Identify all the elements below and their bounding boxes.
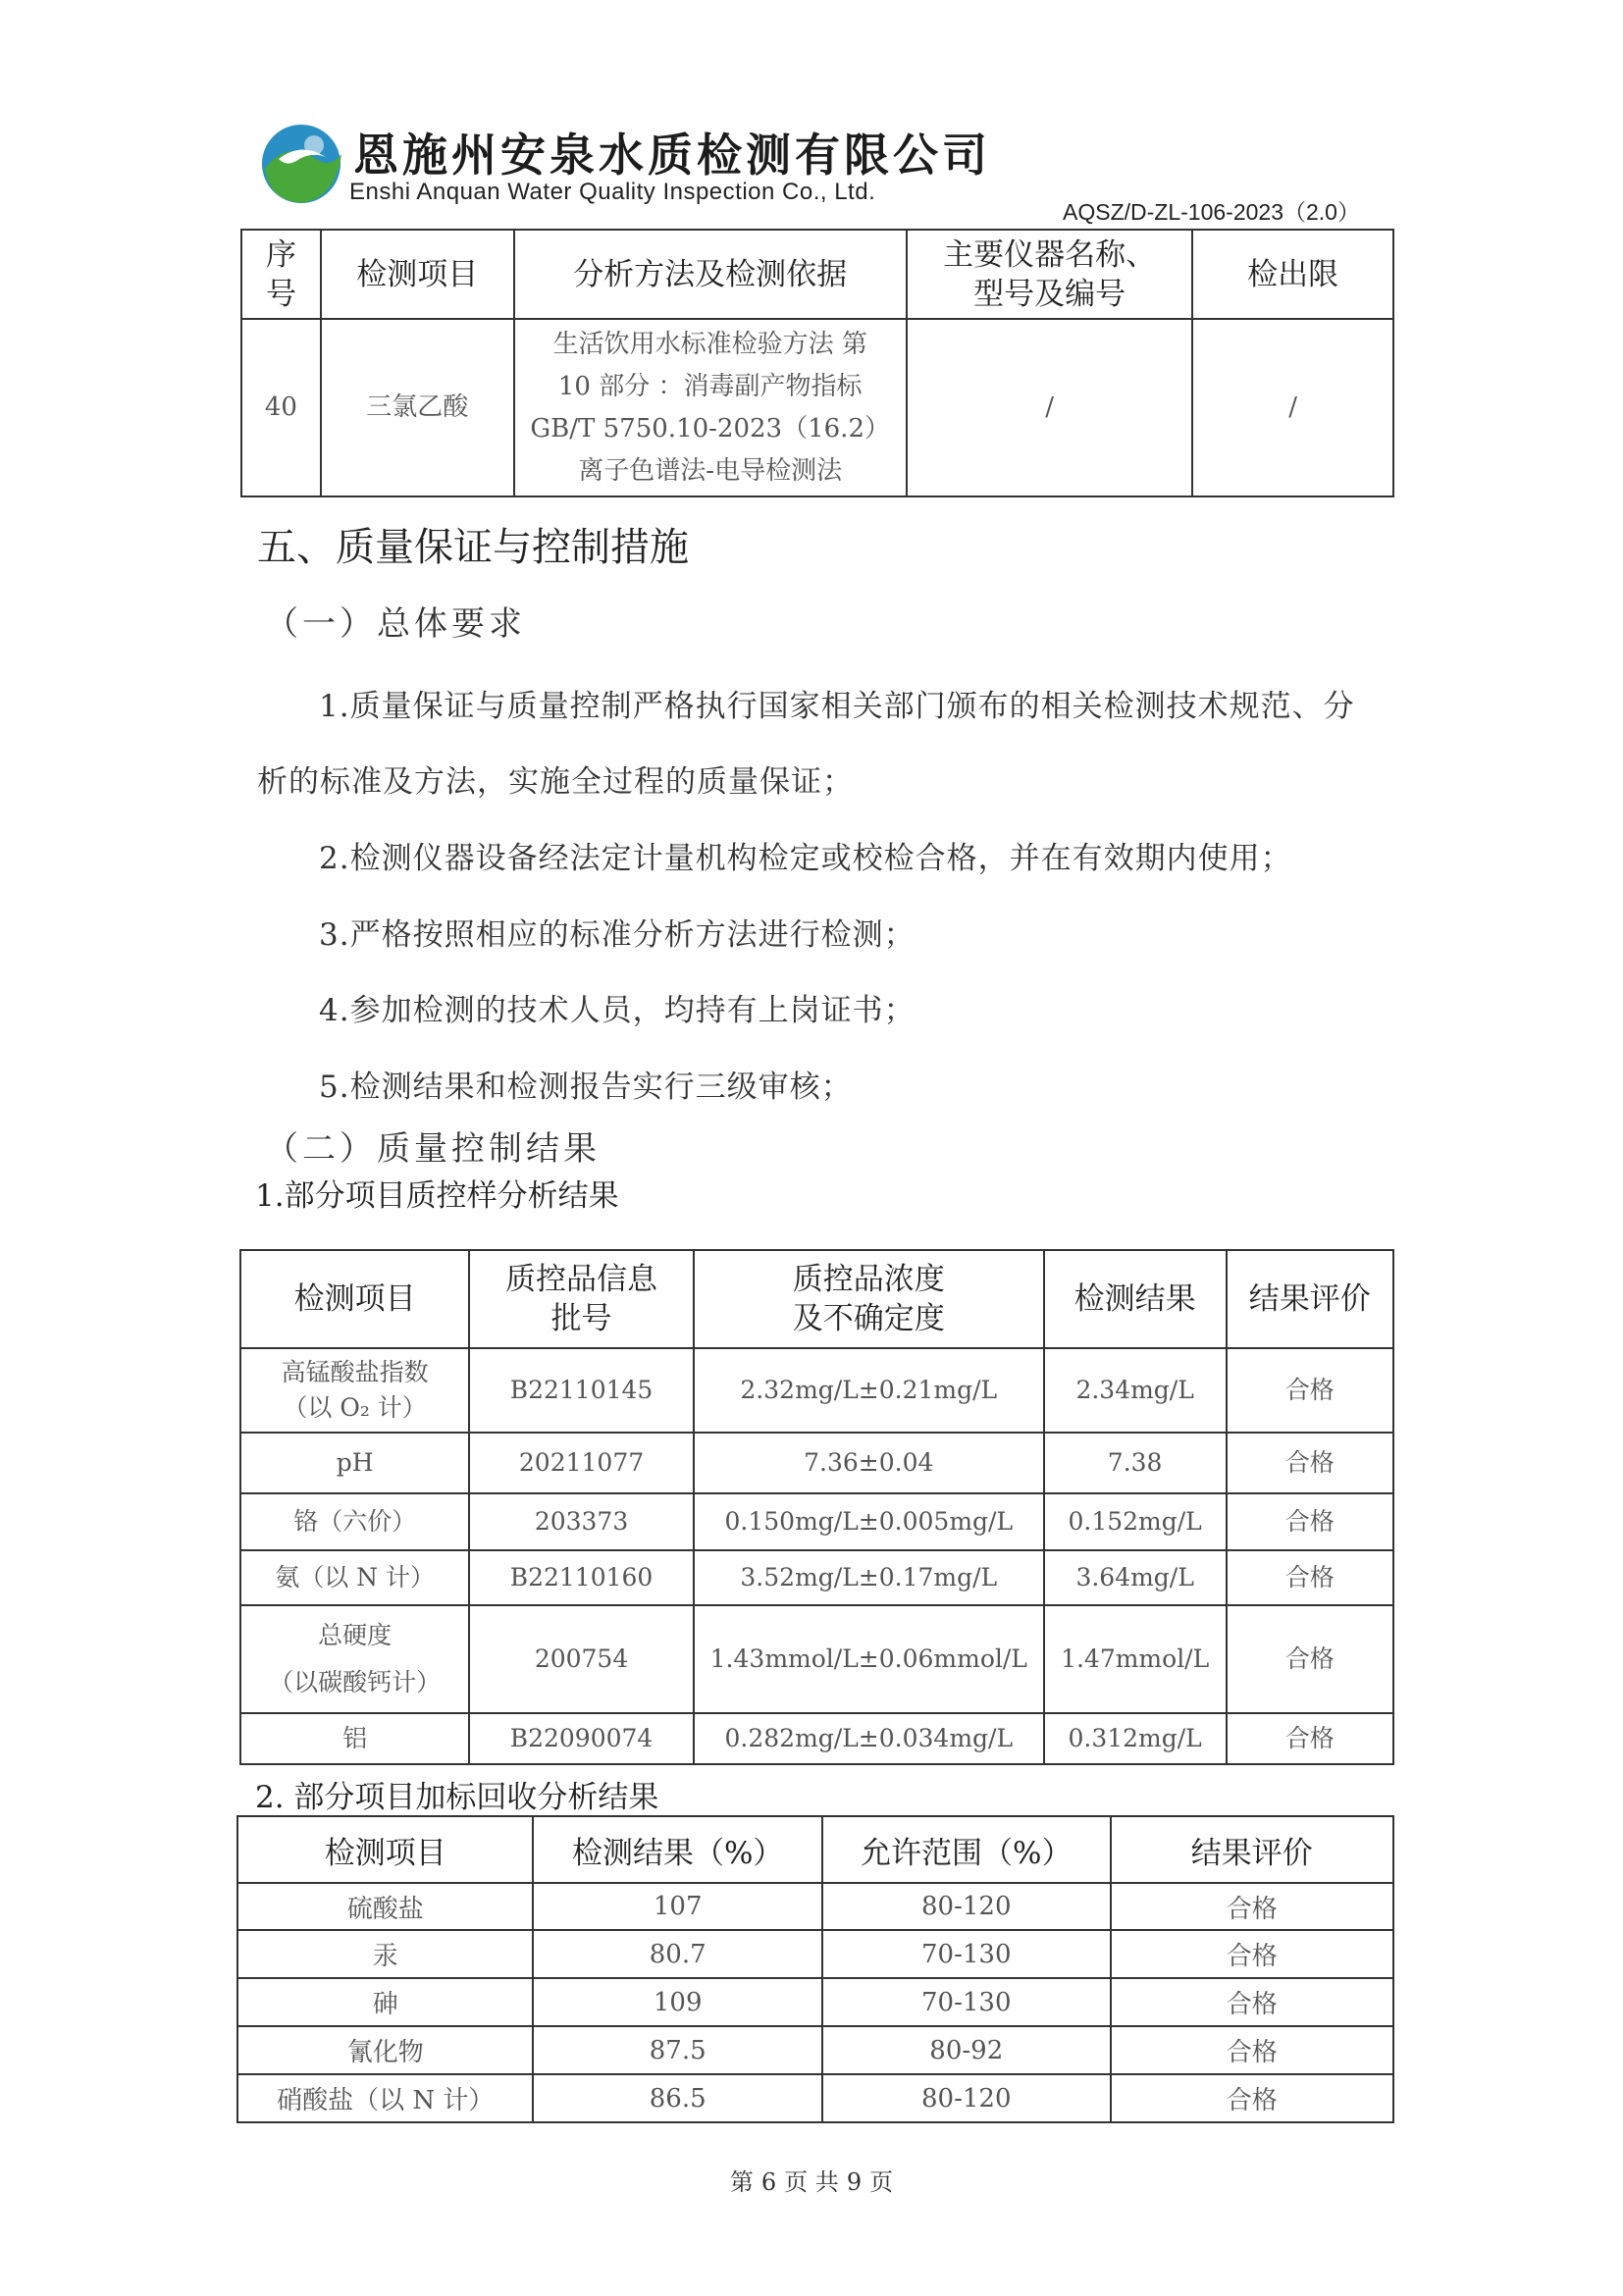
spike-table-title: 2. 部分项目加标回收分析结果 [255,1780,659,1815]
table-row [240,1605,1393,1713]
header-concentration-line: 及不确定度 [792,1301,945,1336]
header-instrument-line: 型号及编号 [973,276,1126,312]
cell-concentration: 7.36±0.04 [694,1433,1044,1493]
cell-evaluation: 合格 [1227,1433,1393,1493]
cell-range: 80-120 [822,1883,1111,1930]
cell-concentration: 0.150mg/L±0.005mg/L [694,1493,1044,1550]
header-index-line: 序 [265,236,296,273]
header-result: 检测结果（%） [533,1816,822,1883]
method-line: 生活饮用水标准检验方法 第 [552,329,867,359]
header-evaluation: 结果评价 [1227,1250,1393,1348]
cell-result: 2.34mg/L [1044,1348,1227,1433]
company-name-en: Enshi Anquan Water Quality Inspection Co., Ltd. [349,179,876,205]
header-item: 检测项目 [237,1816,533,1883]
method-table [240,229,1394,497]
header-range: 允许范围（%） [822,1816,1111,1883]
table-row [237,2074,1393,2122]
cell-result: 3.64mg/L [1044,1550,1227,1605]
cell-item: 铝 [240,1713,469,1764]
header-instrument [907,230,1192,319]
header-limit: 检出限 [1192,230,1393,319]
table-row [241,319,1393,496]
cell-result: 86.5 [533,2074,822,2122]
table-row [237,1930,1393,1978]
document-code: AQSZ/D-ZL-106-2023（2.0） [1063,199,1360,225]
table-header-row [241,230,1393,319]
water-drop-logo-icon [257,120,345,208]
cell-batch: 203373 [469,1493,694,1550]
cell-range: 80-120 [822,2074,1111,2122]
spike-recovery-table [236,1815,1394,2123]
section-title: 五、质量保证与控制措施 [257,525,689,570]
cell-concentration: 3.52mg/L±0.17mg/L [694,1550,1044,1605]
cell-evaluation: 合格 [1111,1883,1393,1930]
page-number: 6 [760,2168,777,2196]
cell-result: 0.152mg/L [1044,1493,1227,1550]
cell-evaluation: 合格 [1227,1493,1393,1550]
requirement-item-4: 4.参加检测的技术人员，均持有上岗证书； [319,993,916,1028]
table-row [240,1493,1393,1550]
cell-evaluation: 合格 [1227,1605,1393,1713]
table-row [240,1433,1393,1493]
header-concentration-line: 质控品浓度 [792,1262,945,1297]
company-name-cn: 恩施州安泉水质检测有限公司 [353,129,991,182]
cell-result: 109 [533,1978,822,2026]
header-batch [469,1250,694,1348]
cell-item: 硫酸盐 [237,1883,533,1930]
cell-item: pH [240,1433,469,1493]
cell-evaluation: 合格 [1111,1978,1393,2026]
method-line: 离子色谱法-电导检测法 [578,455,843,486]
item-line: （以 O₂ 计） [283,1393,427,1422]
header-index [241,230,321,319]
method-line: GB/T 5750.10-2023（16.2） [530,413,890,444]
method-line: 10 部分 ：消毒副产物指标 [557,371,863,401]
cell-item [240,1348,469,1433]
cell-item: 硝酸盐（以 N 计） [237,2074,533,2122]
cell-result: 1.47mmol/L [1044,1605,1227,1713]
cell-item: 氰化物 [237,2026,533,2074]
cell-method [514,319,907,496]
item-line: （以碳酸钙计） [269,1668,442,1696]
cell-concentration: 1.43mmol/L±0.06mmol/L [694,1605,1044,1713]
subsection-title-qc: （二）质量控制结果 [265,1129,601,1169]
header-batch-line: 批号 [550,1301,612,1336]
header-evaluation: 结果评价 [1111,1816,1393,1883]
cell-evaluation: 合格 [1111,1930,1393,1978]
header-method: 分析方法及检测依据 [514,230,907,319]
requirement-item-1-cont: 析的标准及方法，实施全过程的质量保证； [257,764,854,800]
table-row [240,1550,1393,1605]
header-item: 检测项目 [240,1250,469,1348]
cell-result: 107 [533,1883,822,1930]
requirement-item-1: 1.质量保证与质量控制严格执行国家相关部门颁布的相关检测技术规范、分 [319,689,1355,724]
header-result: 检测结果 [1044,1250,1227,1348]
cell-instrument: / [907,319,1192,496]
table-row [240,1348,1393,1433]
cell-index: 40 [241,319,321,496]
cell-result: 0.312mg/L [1044,1713,1227,1764]
requirement-item-3: 3.严格按照相应的标准分析方法进行检测； [319,917,916,953]
cell-range: 70-130 [822,1978,1111,2026]
cell-range: 70-130 [822,1930,1111,1978]
cell-item: 汞 [237,1930,533,1978]
table-row [237,2026,1393,2074]
cell-item: 铬（六价） [240,1493,469,1550]
cell-batch: B22110145 [469,1348,694,1433]
page-footer [0,2163,1623,2197]
cell-evaluation: 合格 [1111,2074,1393,2122]
header-batch-line: 质控品信息 [505,1262,658,1297]
table-header-row [237,1816,1393,1883]
cell-evaluation: 合格 [1227,1348,1393,1433]
header-instrument-line: 主要仪器名称、 [943,236,1157,273]
item-line: 总硬度 [318,1621,393,1649]
cell-evaluation: 合格 [1227,1550,1393,1605]
table-header-row [240,1250,1393,1348]
page-total: 9 [846,2168,863,2196]
cell-batch: B22090074 [469,1713,694,1764]
subsection-title-general: （一）总体要求 [265,604,526,644]
header-index-line: 号 [265,276,296,312]
company-logo [257,120,345,208]
cell-batch: 200754 [469,1605,694,1713]
cell-result: 80.7 [533,1930,822,1978]
table-row [237,1978,1393,2026]
cell-concentration: 2.32mg/L±0.21mg/L [694,1348,1044,1433]
table-row [240,1713,1393,1764]
footer-suffix: 页 [869,2168,894,2196]
qc-sample-table [239,1249,1394,1765]
cell-concentration: 0.282mg/L±0.034mg/L [694,1713,1044,1764]
cell-range: 80-92 [822,2026,1111,2074]
header-item: 检测项目 [321,230,514,319]
cell-batch: B22110160 [469,1550,694,1605]
item-line: 高锰酸盐指数 [281,1358,429,1386]
cell-item [240,1605,469,1713]
cell-item: 砷 [237,1978,533,2026]
cell-item: 三氯乙酸 [321,319,514,496]
cell-batch: 20211077 [469,1433,694,1493]
qc-table-title: 1.部分项目质控样分析结果 [255,1178,619,1214]
cell-evaluation: 合格 [1111,2026,1393,2074]
cell-limit: / [1192,319,1393,496]
footer-prefix: 第 [729,2168,754,2196]
table-row [237,1883,1393,1930]
requirement-item-2: 2.检测仪器设备经法定计量机构检定或校检合格，并在有效期内使用； [319,841,1292,876]
header-concentration [694,1250,1044,1348]
requirement-item-5: 5.检测结果和检测报告实行三级审核； [319,1070,853,1105]
cell-item: 氨（以 N 计） [240,1550,469,1605]
footer-middle: 页 共 [784,2168,839,2196]
cell-result: 7.38 [1044,1433,1227,1493]
cell-evaluation: 合格 [1227,1713,1393,1764]
cell-result: 87.5 [533,2026,822,2074]
